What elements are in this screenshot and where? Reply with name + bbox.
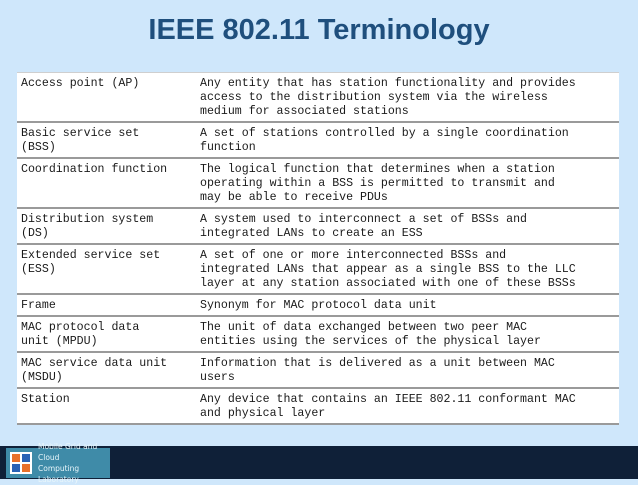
table-row — [17, 389, 619, 425]
table-row — [17, 73, 619, 123]
table-row — [17, 353, 619, 389]
definition-cell: Synonym for MAC protocol data unit — [200, 299, 437, 312]
term-cell: Extended service set (ESS) — [21, 249, 161, 276]
lab-logo-icon — [10, 452, 32, 474]
term-cell: MAC service data unit (MSDU) — [21, 357, 168, 384]
table-row — [17, 245, 619, 295]
terminology-table — [17, 72, 619, 425]
term-cell: MAC protocol data unit (MPDU) — [21, 321, 140, 348]
definition-cell: The logical function that determines when a station operating within a BSS is permitted to transmit and may be able to receive PDUs — [200, 163, 555, 204]
table-row — [17, 209, 619, 245]
table-row — [17, 295, 619, 317]
lab-logo — [6, 442, 110, 484]
definition-cell: Any device that contains an IEEE 802.11 conformant MAC and physical layer — [200, 393, 576, 420]
term-cell: Access point (AP) — [21, 77, 140, 90]
term-cell: Basic service set (BSS) — [21, 127, 140, 154]
term-cell: Frame — [21, 299, 56, 312]
term-cell: Distribution system (DS) — [21, 213, 154, 240]
term-cell: Station — [21, 393, 70, 406]
table-row — [17, 317, 619, 353]
definition-cell: The unit of data exchanged between two peer MAC entities using the services of the physical layer — [200, 321, 541, 348]
term-cell: Coordination function — [21, 163, 168, 176]
table-row — [17, 123, 619, 159]
definition-cell: Information that is delivered as a unit between MAC users — [200, 357, 555, 384]
definition-cell: Any entity that has station functionality and provides access to the distribution system via the wireless medium for associated stations — [200, 77, 576, 118]
table-row — [17, 159, 619, 209]
lab-name-line2: Computing Laboratory — [38, 464, 80, 484]
definition-cell: A set of stations controlled by a single coordination function — [200, 127, 569, 154]
definition-cell: A set of one or more interconnected BSSs and integrated LANs that appear as a single BSS to the LLC layer at any station associated with one of these BSSs — [200, 249, 576, 290]
lab-name-line1: Mobile Grid and Cloud — [38, 442, 98, 462]
definition-cell: A system used to interconnect a set of BSSs and integrated LANs to create an ESS — [200, 213, 527, 240]
slide-title: IEEE 802.11 Terminology — [148, 14, 490, 46]
